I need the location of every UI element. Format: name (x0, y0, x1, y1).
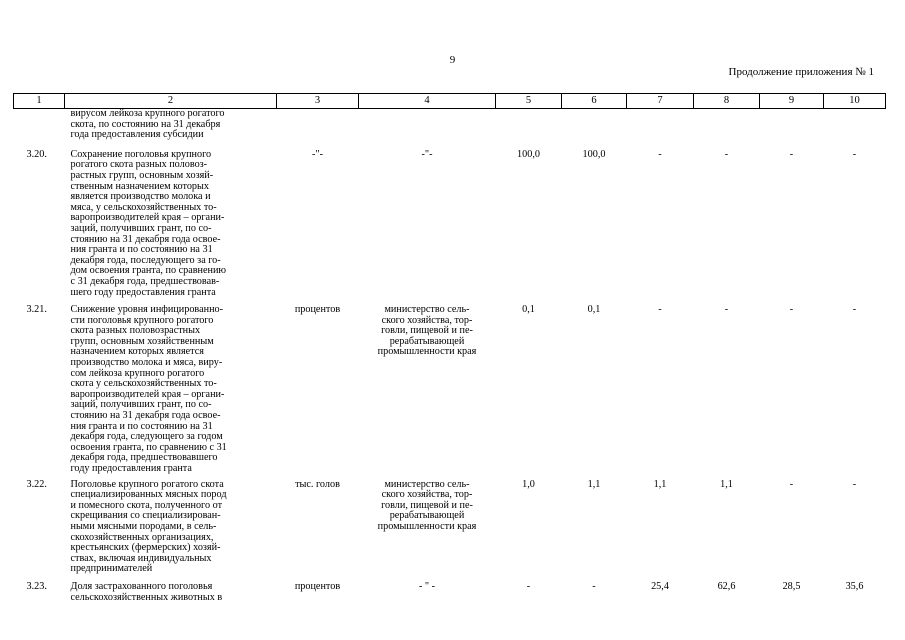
header-row (14, 94, 886, 109)
col-header-9: 9 (760, 94, 824, 109)
row-value-10: 35,6 (845, 580, 864, 592)
col-header-2: 2 (65, 94, 277, 109)
row-value-5: - (526, 580, 531, 592)
row-number: 3.20. (26, 148, 47, 160)
row-value-7: 25,4 (651, 580, 669, 592)
row-responsible: -"- (421, 148, 433, 160)
row-unit: процентов (294, 580, 341, 592)
col-header-7: 7 (627, 94, 694, 109)
table-row (14, 298, 886, 475)
continuation-note: Продолжение приложения № 1 (728, 66, 874, 78)
row-responsible: - " - (418, 580, 436, 592)
page-number: 9 (449, 54, 456, 66)
row-description: вирусом лейкоза крупного рогатого скота, по состоянию на 31 декабря года предоставления субсидии (70, 108, 225, 141)
table-row (14, 141, 886, 298)
row-value-7: - (658, 148, 662, 160)
row-value-10: - (852, 478, 857, 490)
indicators-table (13, 93, 886, 603)
row-value-6: - (592, 580, 596, 592)
row-responsible: министерство сель- ского хозяйства, тор- говли, пищевой и пе- рерабатывающей промышленности края (377, 478, 477, 532)
row-number (14, 109, 65, 141)
row-value-8: - (724, 304, 729, 316)
row-value-5: 0,1 (522, 304, 535, 316)
row-description: Доля застрахованного поголовья сельскохозяйственных животных в (70, 580, 223, 603)
row-value-9: - (789, 148, 794, 160)
row-description: Поголовье крупного рогатого скота специализированных мясных пород и помесного скота, полученного от скрещивания со специализирован- ными мясными породами, в сель- скохозяйственных организациях, крестьянских (фермерских) хозяй- ствах, включая индивидуальных предпринимателей (70, 478, 227, 575)
row-description: Снижение уровня инфицированно- сти поголовья крупного рогатого скота разных половозрастных групп, основным хозяйственным назначением которых является производство молока и мяса, виру- сом лейкоза крупного рогатого скота у сельскохозяйственных то- варопроизводителей края – органи- заций, получивших грант, по со- стоянию на 31 декабря года освое- ния гранта и по состоянию на 31 декабря года, следующего за годом освоения гранта, по сравнению с 31 декабря года, предшествовавшего году предоставления гранта (70, 304, 227, 474)
row-value-9: - (789, 304, 794, 316)
col-header-1: 1 (14, 94, 65, 109)
row-value-7: - (658, 304, 662, 316)
row-value-8: - (724, 148, 729, 160)
col-header-8: 8 (694, 94, 760, 109)
row-number: 3.23. (26, 580, 47, 592)
row-value-8: 1,1 (720, 478, 733, 490)
col-header-6: 6 (562, 94, 627, 109)
col-header-3: 3 (277, 94, 359, 109)
table-row-fragment (14, 109, 886, 141)
row-value-5: 1,0 (522, 478, 535, 490)
table-row (14, 575, 886, 603)
table-row (14, 475, 886, 575)
row-unit: тыс. голов (295, 478, 340, 490)
row-unit: процентов (294, 304, 341, 316)
row-value-5: 100,0 (517, 148, 540, 160)
row-number: 3.22. (26, 478, 47, 490)
row-value-9: - (789, 478, 794, 490)
row-value-10: - (852, 304, 857, 316)
col-header-4: 4 (359, 94, 496, 109)
row-description: Сохранение поголовья крупного рогатого скота разных половоз- растных групп, основным хозяй- ственным назначением которых является производство молока и мяса, у сельскохозяйственных то- варопроизводителей края – органи- заций, получивших грант, по со- стоянию на 31 декабря года освое- ния гранта и по состоянию на 31 декабря года, последующего за го- дом освоения гранта, по сравнению с 31 декабря года, предшествовав- шего году предоставления гранта (70, 148, 227, 298)
row-unit: -"- (312, 148, 323, 160)
row-responsible: министерство сель- ского хозяйства, тор- говли, пищевой и пе- рерабатывающей промышленности края (377, 304, 477, 358)
row-number: 3.21. (26, 304, 47, 316)
row-value-6: 100,0 (582, 148, 606, 160)
row-value-10: - (852, 148, 857, 160)
row-value-6: 1,1 (587, 478, 601, 490)
col-header-5: 5 (496, 94, 562, 109)
row-value-9: 28,5 (782, 580, 801, 592)
col-header-10: 10 (824, 94, 886, 109)
row-value-6: 0,1 (587, 304, 601, 316)
row-value-8: 62,6 (717, 580, 736, 592)
row-value-7: 1,1 (653, 478, 667, 490)
